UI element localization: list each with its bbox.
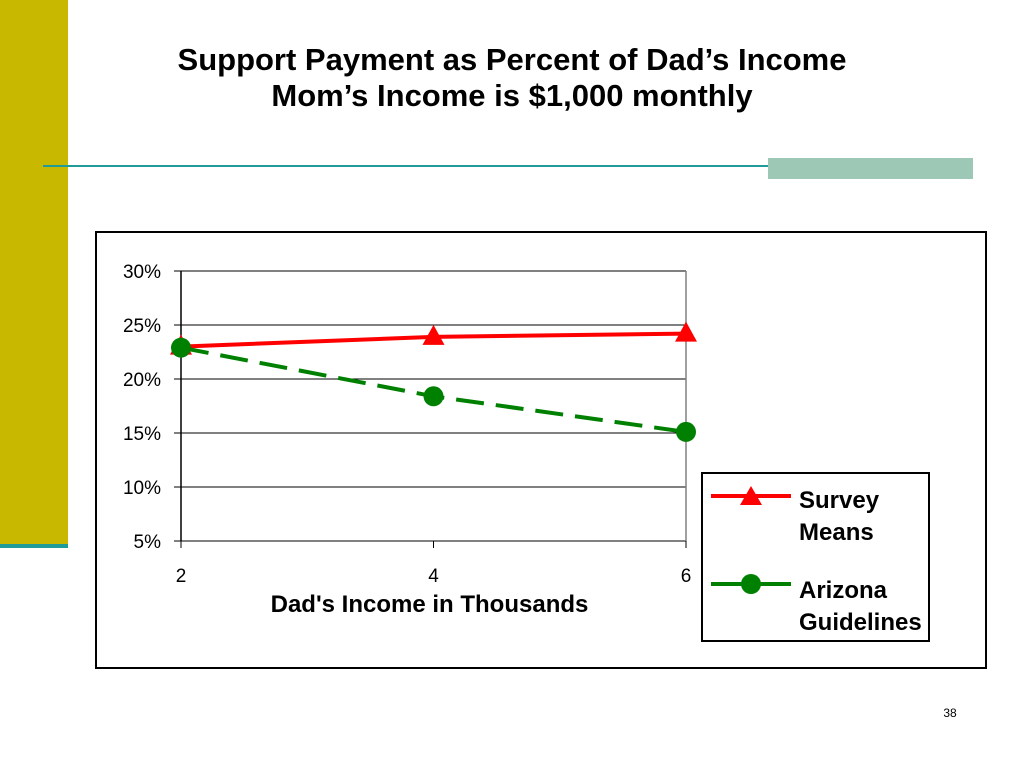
side-accent-base bbox=[0, 544, 68, 548]
y-tick-label: 25% bbox=[122, 316, 161, 337]
slide-title bbox=[60, 42, 964, 114]
y-tick-label: 5% bbox=[133, 532, 161, 553]
title-rule-block bbox=[768, 158, 973, 179]
legend-label-arizona-guidelines: Arizona Guidelines bbox=[799, 577, 922, 636]
slide-title-line1: Support Payment as Percent of Dad’s Income bbox=[177, 42, 847, 77]
legend-label-survey-means: Survey Means bbox=[799, 487, 880, 546]
side-accent-bar bbox=[0, 0, 68, 544]
chart-legend bbox=[701, 472, 930, 642]
x-tick-label: 4 bbox=[428, 566, 439, 587]
slide-number: 38 bbox=[943, 706, 957, 720]
x-tick-label: 6 bbox=[680, 566, 692, 587]
data-point-arizona-guidelines bbox=[171, 338, 191, 358]
y-tick-label: 15% bbox=[122, 424, 161, 445]
x-tick-label: 2 bbox=[175, 566, 187, 587]
data-point-arizona-guidelines bbox=[676, 422, 696, 442]
y-tick-label: 10% bbox=[122, 478, 161, 499]
legend-marker-arizona-guidelines bbox=[711, 572, 795, 604]
y-tick-label: 30% bbox=[122, 262, 161, 283]
y-tick-label: 20% bbox=[122, 370, 161, 391]
slide-title-line2: Mom’s Income is $1,000 monthly bbox=[271, 78, 753, 113]
x-axis-label: Dad's Income in Thousands bbox=[270, 591, 589, 618]
data-point-arizona-guidelines bbox=[424, 386, 444, 406]
legend-marker-survey-means bbox=[711, 482, 795, 514]
